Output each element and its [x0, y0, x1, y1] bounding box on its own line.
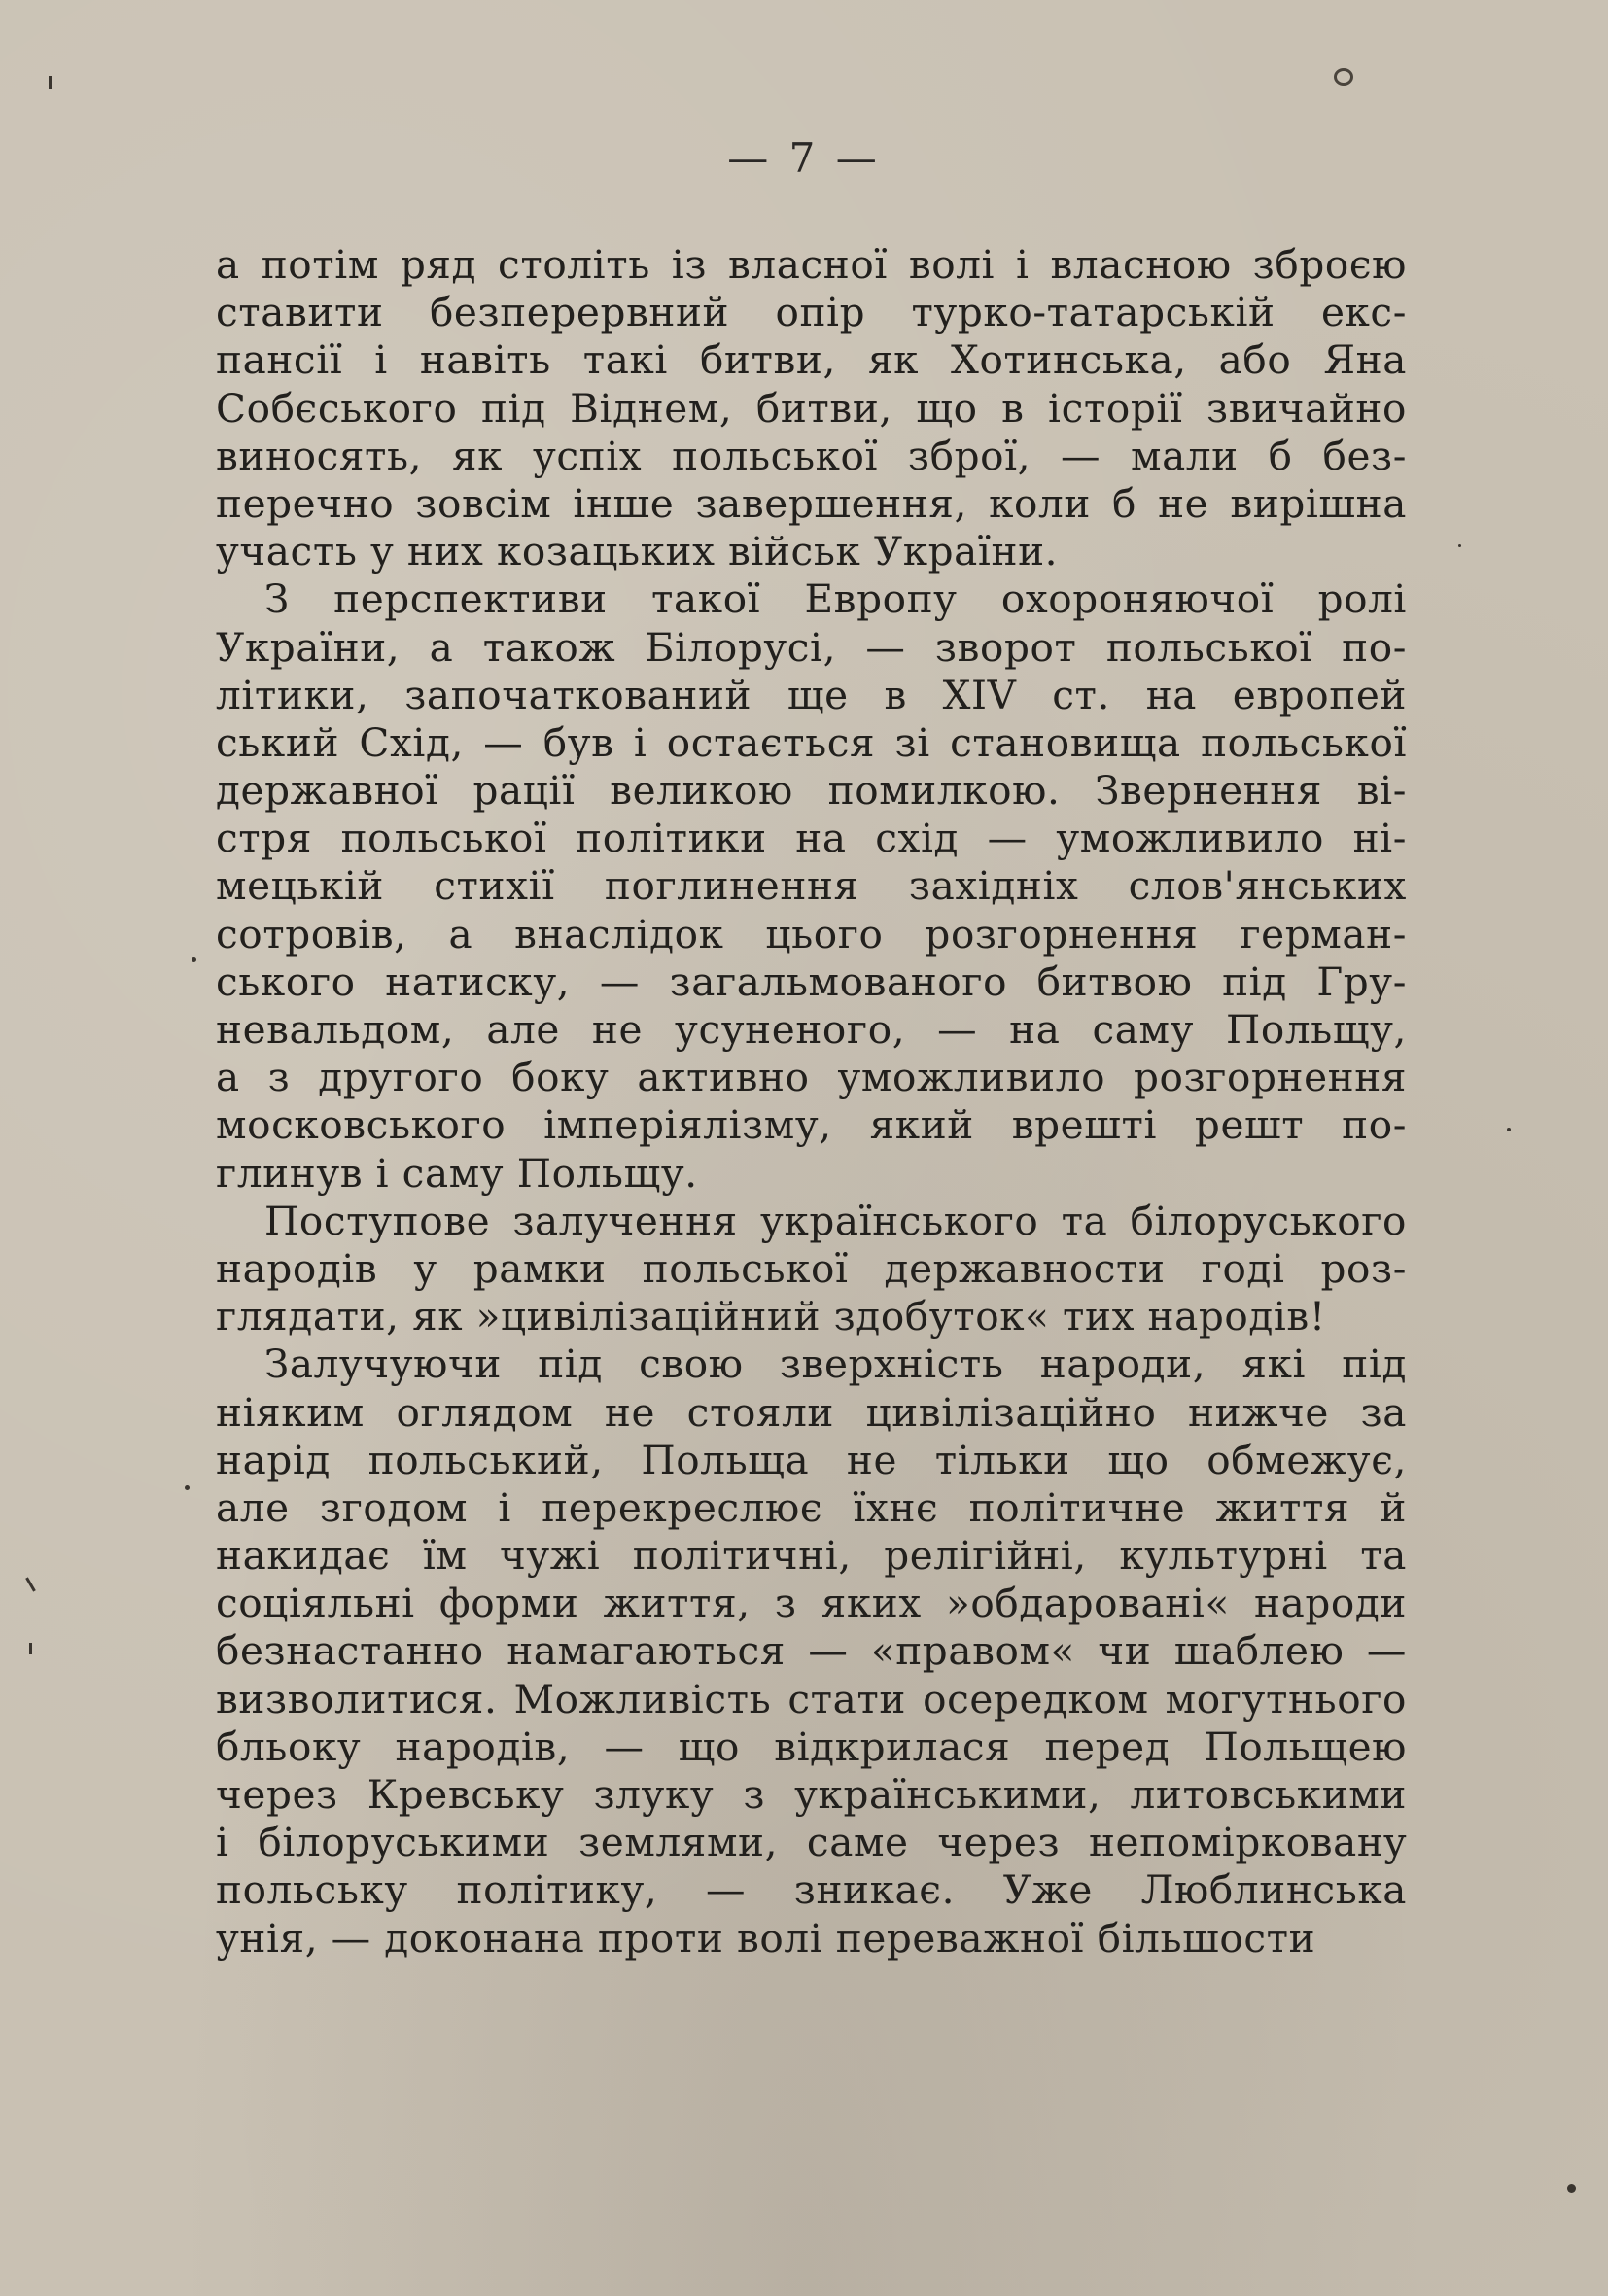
text-line: нарід польський, Польща не тільки що обмежує, — [216, 1436, 1407, 1483]
paper-stain-mark — [1334, 68, 1353, 86]
text-line: глинув і саму Польщу. — [216, 1149, 698, 1197]
text-line: через Кревську злуку з українськими, литовськими — [216, 1771, 1407, 1818]
paper-speck — [49, 76, 52, 89]
text-line: а потім ряд століть із власної волі і власною зброєю — [216, 241, 1407, 288]
text-line: сотровів, а внаслідок цього розгорнення герман- — [216, 910, 1407, 957]
text-line: але згодом і перекреслює їхнє політичне життя й — [216, 1483, 1407, 1531]
text-line: ський Схід, — був і остається зі становища польської — [216, 718, 1407, 766]
text-line: накидає їм чужі політичні, релігійні, культурні та — [216, 1532, 1407, 1580]
text-line: московського імперіялізму, який врешті решт по- — [216, 1101, 1407, 1149]
body-text — [216, 241, 1407, 1963]
text-line: польську політику, — зникає. Уже Люблинська — [216, 1866, 1407, 1914]
text-line: стря польської політики на схід — уможливило ні- — [216, 815, 1407, 862]
page-number: — 7 — — [727, 134, 881, 182]
text-line: і білоруськими землями, саме через непоміркованy — [216, 1819, 1407, 1866]
text-line: літики, започаткований ще в XIV ст. на европей — [216, 671, 1407, 718]
text-line: участь у них козацьких військ України. — [216, 528, 1059, 575]
text-line: Залучуючи під свою зверхність народи, які під — [264, 1340, 1407, 1388]
text-line: народів у рамки польської державности годі роз- — [216, 1244, 1407, 1292]
text-line: визволитися. Можливість стати осередком могутнього — [216, 1675, 1407, 1722]
paper-speck — [1567, 2184, 1576, 2193]
text-line: ського натиску, — загальмованого битвою під Гру- — [216, 957, 1407, 1005]
text-line: Поступове залучення українського та білоруського — [264, 1197, 1407, 1244]
text-line: глядати, як »цивілізаційний здобуток« тих народів! — [216, 1293, 1326, 1340]
text-line: Собєського під Віднем, битви, що в історії звичайно — [216, 384, 1407, 432]
paper-speck — [29, 1643, 32, 1654]
paper-speck — [1507, 1128, 1511, 1131]
paper-speck — [25, 1577, 36, 1591]
text-line: безнастанно намагаються — «правом« чи шаблею — — [216, 1627, 1407, 1675]
text-line: ніяким оглядом не стояли цивілізаційно нижче за — [216, 1388, 1407, 1436]
paper-speck — [185, 1485, 190, 1490]
text-line: бльоку народів, — що відкрилася перед Польщею — [216, 1722, 1407, 1770]
text-line: унія, — доконана проти волі переважної більшости — [216, 1914, 1316, 1962]
text-line: а з другого боку активно уможливило розгорнення — [216, 1054, 1407, 1101]
text-line: виносять, як успіх польської зброї, — мали б без- — [216, 432, 1407, 479]
text-line: України, а також Білорусі, — зворот польської по- — [216, 623, 1407, 671]
text-line: державної рації великою помилкою. Звернення ві- — [216, 767, 1407, 815]
text-line: ставити безперервний опір турко-татарській екс- — [216, 289, 1407, 336]
text-line: невальдом, але не усуненого, — на саму Польщу, — [216, 1006, 1407, 1053]
text-line: соціяльні форми життя, з яких »обдаровані« народи — [216, 1580, 1407, 1627]
text-line: перечно зовсім інше завершення, коли б не вирішна — [216, 479, 1407, 527]
paper-speck — [192, 957, 196, 962]
text-line: пансії і навіть такі битви, як Хотинська, або Яна — [216, 336, 1407, 384]
text-line: мецькій стихії поглинення західніх слов'янських — [216, 862, 1407, 910]
paper-speck — [1458, 544, 1461, 547]
text-line: З перспективи такої Европу охороняючої ролі — [264, 575, 1407, 623]
